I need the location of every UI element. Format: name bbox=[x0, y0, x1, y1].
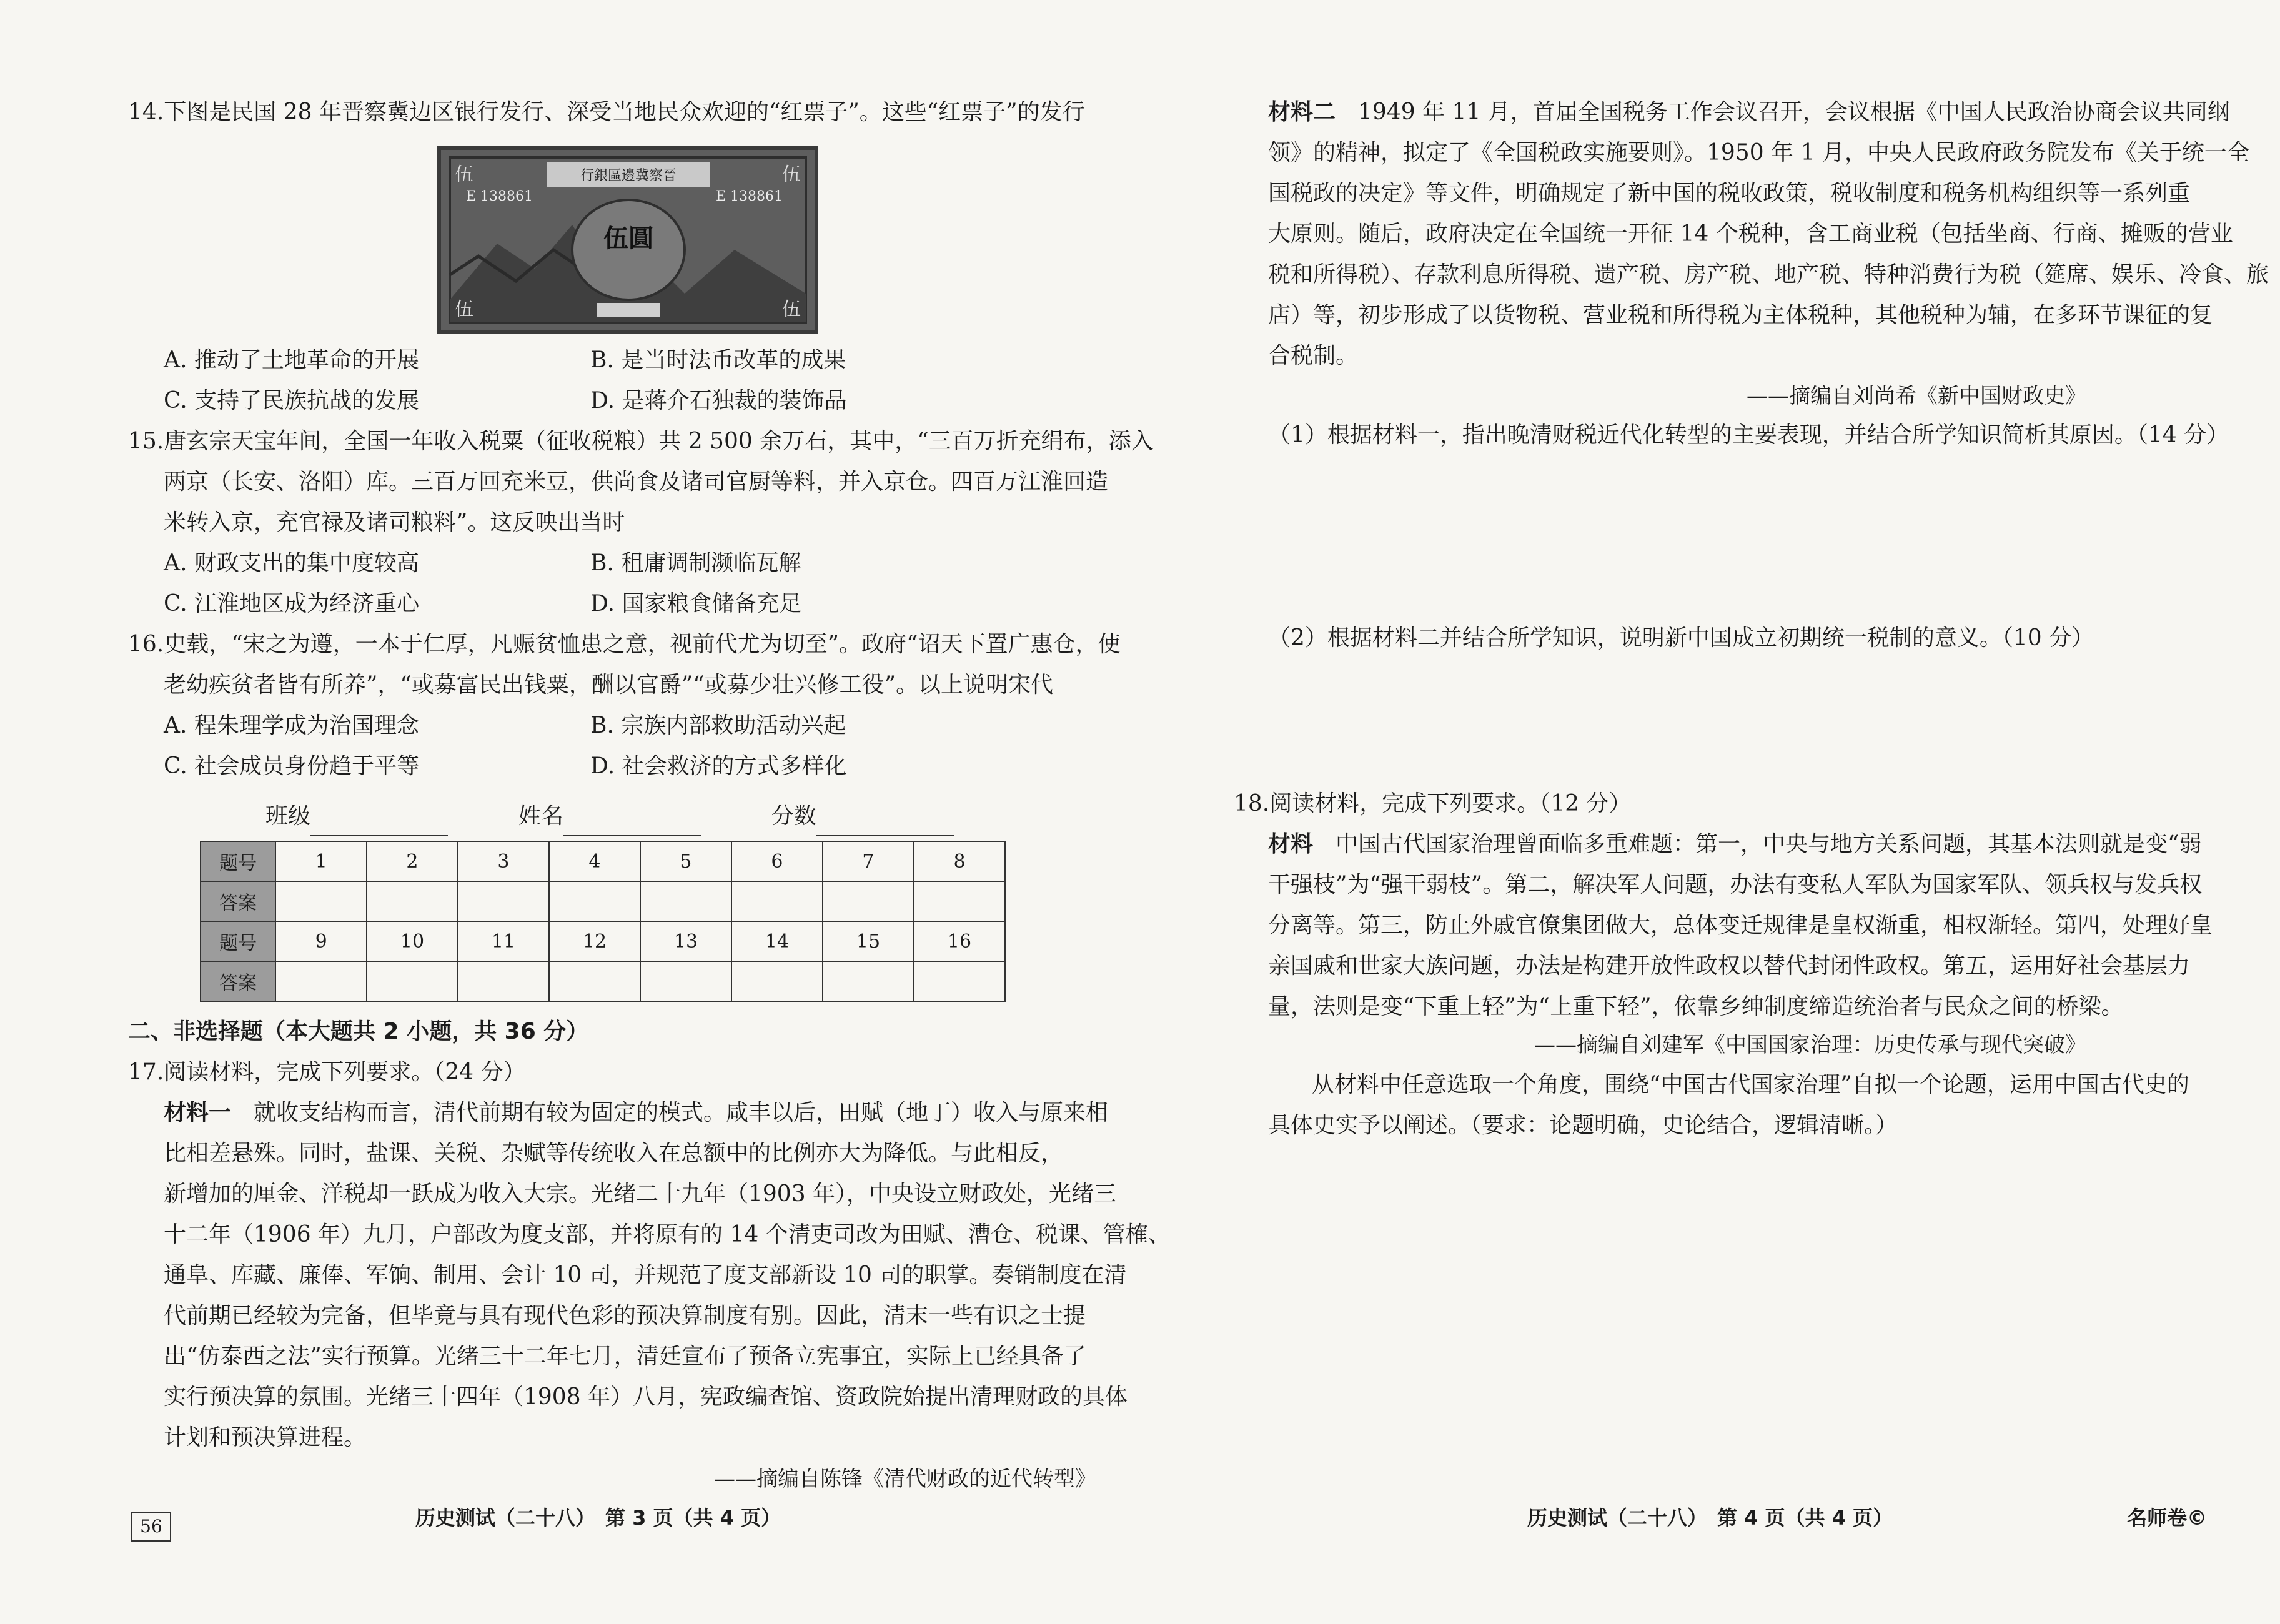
material2-line2: 领》的精神，拟定了《全国税政实施要则》。1950 年 1 月，中央人民政府政务院发布《关于统一全 bbox=[1268, 140, 2249, 166]
footer-left: 历史测试（二十八） 第 3 页（共 4 页） bbox=[415, 1506, 781, 1530]
question-number-cell: 13 bbox=[640, 921, 731, 961]
class-label: 班级 bbox=[265, 803, 311, 829]
q18-material-line5: 量，法则是变“下重上轻”为“上重下轻”，依靠乡绅制度缔造统治者与民众之间的桥梁。 bbox=[1268, 994, 2124, 1019]
question-number-cell: 10 bbox=[367, 921, 458, 961]
q15-line3: 米转入京，充官禄及诸司粮料”。这反映出当时 bbox=[164, 510, 625, 535]
q16-line2: 老幼疾贫者皆有所养”，“或募富民出钱粟，酬以官爵”“或募少壮兴修工役”。以上说明宋代 bbox=[164, 672, 1054, 698]
answer-cell[interactable] bbox=[640, 961, 731, 1001]
page-number-box: 56 bbox=[131, 1512, 171, 1542]
question-number-cell: 12 bbox=[549, 921, 640, 961]
q16-option-b: B. 宗族内部救助活动兴起 bbox=[590, 713, 846, 738]
q14-option-a: A. 推动了土地革命的开展 bbox=[164, 347, 419, 373]
brand-mark: 名师卷© bbox=[2127, 1506, 2208, 1530]
answer-cell[interactable] bbox=[823, 881, 914, 921]
question-number-cell: 16 bbox=[914, 921, 1005, 961]
q16-line1: 16.史载，“宋之为遵，一本于仁厚，凡赈贫恤患之意，视前代尤为切至”。政府“诏天下置广惠仓，使 bbox=[128, 631, 1121, 657]
question-number-cell: 6 bbox=[731, 841, 823, 881]
q16-option-a: A. 程朱理学成为治国理念 bbox=[164, 713, 419, 738]
question-number-cell: 2 bbox=[367, 841, 458, 881]
banknote-serial-right: E 138861 bbox=[716, 189, 783, 204]
material1-label: 材料一 bbox=[164, 1100, 232, 1126]
banknote-corner-bl: 伍 bbox=[455, 299, 473, 320]
q18-material-source: ——摘编自刘建军《中国国家治理：历史传承与现代突破》 bbox=[1534, 1032, 2086, 1057]
question-number-cell: 5 bbox=[640, 841, 731, 881]
material2-source: ——摘编自刘尚希《新中国财政史》 bbox=[1747, 384, 2086, 408]
student-info-row bbox=[265, 796, 954, 836]
table-row bbox=[201, 841, 1005, 881]
score-label: 分数 bbox=[771, 803, 816, 829]
answer-header: 答案 bbox=[201, 881, 275, 921]
banknote-image bbox=[437, 146, 818, 334]
material2-line6: 店）等，初步形成了以货物税、营业税和所得税为主体税种，其他税种为辅，在多环节课征的复 bbox=[1268, 302, 2213, 328]
q17-material1-line1 bbox=[164, 1093, 1108, 1133]
question-number-cell: 11 bbox=[458, 921, 549, 961]
banknote-bank-name: 行銀區邊冀察晉 bbox=[580, 168, 677, 184]
question-number-cell: 3 bbox=[458, 841, 549, 881]
material2-text: 1949 年 11 月，首届全国税务工作会议召开，会议根据《中国人民政治协商会议共同纲 bbox=[1358, 99, 2230, 125]
q18-material-line1 bbox=[1268, 824, 2201, 864]
q15-option-d: D. 国家粮食储备充足 bbox=[590, 591, 802, 616]
q15-line2: 两京（长安、洛阳）库。三百万回充米豆，供尚食及诸司官厨等料，并入京仓。四百万江淮回造 bbox=[164, 469, 1109, 495]
q17-material1-line2: 比相差悬殊。同时，盐课、关税、杂赋等传统收入在总额中的比例亦大为降低。与此相反， bbox=[164, 1141, 1064, 1166]
answer-cell[interactable] bbox=[367, 881, 458, 921]
material2-label: 材料二 bbox=[1268, 99, 1336, 125]
q17-material1-line9: 计划和预决算进程。 bbox=[164, 1425, 367, 1450]
score-field[interactable] bbox=[816, 805, 954, 836]
banknote-value: 伍圓 bbox=[603, 224, 653, 253]
question-number-cell: 8 bbox=[914, 841, 1005, 881]
answer-cell[interactable] bbox=[275, 961, 367, 1001]
q16-option-c: C. 社会成员身份趋于平等 bbox=[164, 753, 420, 779]
q15-option-b: B. 租庸调制濒临瓦解 bbox=[590, 550, 801, 576]
q17-material1-line3: 新增加的厘金、洋税却一跃成为收入大宗。光绪二十九年（1903 年），中央设立财政处，光绪三 bbox=[164, 1181, 1117, 1207]
question-number-cell: 15 bbox=[823, 921, 914, 961]
answer-cell[interactable] bbox=[458, 881, 549, 921]
table-row bbox=[201, 961, 1005, 1001]
question-number-header: 题号 bbox=[201, 841, 275, 881]
table-row bbox=[201, 921, 1005, 961]
question-number-cell: 9 bbox=[275, 921, 367, 961]
question-number-cell: 1 bbox=[275, 841, 367, 881]
answer-cell[interactable] bbox=[458, 961, 549, 1001]
answer-header: 答案 bbox=[201, 961, 275, 1001]
banknote-corner-tl: 伍 bbox=[455, 164, 473, 186]
q17-material1-line7: 出“仿泰西之法”实行预算。光绪三十二年七月，清廷宣布了预备立宪事宜，实际上已经具备了 bbox=[164, 1344, 1086, 1369]
section-two-title: 二、非选择题（本大题共 2 小题，共 36 分） bbox=[128, 1019, 589, 1044]
banknote-corner-br: 伍 bbox=[782, 299, 801, 320]
material2-line4: 大原则。随后，政府决定在全国统一开征 14 个税种，含工商业税（包括坐商、行商、摊贩的营业 bbox=[1268, 221, 2233, 247]
answer-cell[interactable] bbox=[549, 961, 640, 1001]
answer-cell[interactable] bbox=[823, 961, 914, 1001]
material1-source: ——摘编自陈锋《清代财政的近代转型》 bbox=[714, 1467, 1096, 1492]
q17-material1-line4: 十二年（1906 年）九月，户部改为度支部，并将原有的 14 个清吏司改为田赋、漕仓、税课、管榷、 bbox=[164, 1222, 1171, 1247]
answer-cell[interactable] bbox=[914, 881, 1005, 921]
q14-option-d: D. 是蒋介石独裁的装饰品 bbox=[590, 388, 847, 413]
question-number-cell: 7 bbox=[823, 841, 914, 881]
q15-line1: 15.唐玄宗天宝年间，全国一年收入税粟（征收税粮）共 2 500 余万石，其中，“三百万折充绢布，添入 bbox=[128, 428, 1154, 454]
question-number-cell: 14 bbox=[731, 921, 823, 961]
q18-material-line3: 分离等。第三，防止外戚官僚集团做大，总体变迁规律是皇权渐重，相权渐轻。第四，处理好皇 bbox=[1268, 913, 2213, 938]
q16-option-d: D. 社会救济的方式多样化 bbox=[590, 753, 847, 779]
material1-text: 就收支结构而言，清代前期有较为固定的模式。咸丰以后，田赋（地丁）收入与原来相 bbox=[254, 1100, 1109, 1126]
material2-line7: 合税制。 bbox=[1268, 343, 1359, 369]
name-field[interactable] bbox=[563, 805, 701, 836]
banknote-corner-tr: 伍 bbox=[782, 164, 801, 186]
answer-cell[interactable] bbox=[731, 961, 823, 1001]
question-number-header: 题号 bbox=[201, 921, 275, 961]
q17-material1-line6: 代前期已经较为完备，但毕竟与具有现代色彩的预决算制度有别。因此，清末一些有识之士提 bbox=[164, 1303, 1086, 1329]
q17-material1-line5: 通阜、库藏、廉俸、军饷、制用、会计 10 司，并规范了度支部新设 10 司的职掌。奏销制度在清 bbox=[164, 1262, 1127, 1288]
answer-cell[interactable] bbox=[549, 881, 640, 921]
answer-cell[interactable] bbox=[914, 961, 1005, 1001]
answer-cell[interactable] bbox=[640, 881, 731, 921]
material2-line1 bbox=[1268, 92, 2230, 132]
q18-material-line2: 干强枝”为“强干弱枝”。第二，解决军人问题，办法有变私人军队为国家军队、领兵权与发兵权 bbox=[1268, 872, 2203, 898]
banknote-serial-left: E 138861 bbox=[466, 189, 533, 204]
footer-right: 历史测试（二十八） 第 4 页（共 4 页） bbox=[1527, 1506, 1893, 1530]
q18-task-line2: 具体史实予以阐述。（要求：论题明确，史论结合，逻辑清晰。） bbox=[1268, 1112, 1898, 1138]
right-page bbox=[1140, 0, 2280, 1624]
q14-stem: 14.下图是民国 28 年晋察冀边区银行发行、深受当地民众欢迎的“红票子”。这些“红票子”的发行 bbox=[128, 99, 1085, 125]
q18-task-line1: 从材料中任意选取一个角度，围绕“中国古代国家治理”自拟一个论题，运用中国古代史的 bbox=[1312, 1072, 2189, 1097]
q17-stem: 17.阅读材料，完成下列要求。（24 分） bbox=[128, 1059, 526, 1085]
q18-material-text: 中国古代国家治理曾面临多重难题：第一，中央与地方关系问题，其基本法则就是变“弱 bbox=[1336, 831, 2202, 857]
answer-cell[interactable] bbox=[367, 961, 458, 1001]
q18-stem: 18.阅读材料，完成下列要求。（12 分） bbox=[1234, 791, 1632, 816]
name-label: 姓名 bbox=[518, 803, 563, 829]
q18-material-label: 材料 bbox=[1268, 831, 1314, 857]
q14-option-b: B. 是当时法币改革的成果 bbox=[590, 347, 846, 373]
q15-option-c: C. 江淮地区成为经济重心 bbox=[164, 591, 420, 616]
q14-option-c: C. 支持了民族抗战的发展 bbox=[164, 388, 420, 413]
table-row bbox=[201, 881, 1005, 921]
q17-part2: （2）根据材料二并结合所学知识，说明新中国成立初期统一税制的意义。（10 分） bbox=[1268, 625, 2094, 651]
q17-part1: （1）根据材料一，指出晚清财税近代化转型的主要表现，并结合所学知识简析其原因。（14 分） bbox=[1268, 422, 2229, 448]
q18-material-line4: 亲国戚和世家大族问题，办法是构建开放性政权以替代封闭性政权。第五，运用好社会基层力 bbox=[1268, 953, 2191, 979]
material2-line3: 国税政的决定》等文件，明确规定了新中国的税收政策，税收制度和税务机构组织等一系列重 bbox=[1268, 181, 2191, 206]
q15-option-a: A. 财政支出的集中度较高 bbox=[164, 550, 419, 576]
material2-line5: 税和所得税）、存款利息所得税、遗产税、房产税、地产税、特种消费行为税（筵席、娱乐、冷食、旅 bbox=[1268, 262, 2269, 287]
class-field[interactable] bbox=[310, 805, 448, 836]
answer-table bbox=[200, 841, 1006, 1002]
question-number-cell: 4 bbox=[549, 841, 640, 881]
q17-material1-line8: 实行预决算的氛围。光绪三十四年（1908 年）八月，宪政编查馆、资政院始提出清理财政的具体 bbox=[164, 1384, 1128, 1410]
answer-cell[interactable] bbox=[731, 881, 823, 921]
answer-cell[interactable] bbox=[275, 881, 367, 921]
